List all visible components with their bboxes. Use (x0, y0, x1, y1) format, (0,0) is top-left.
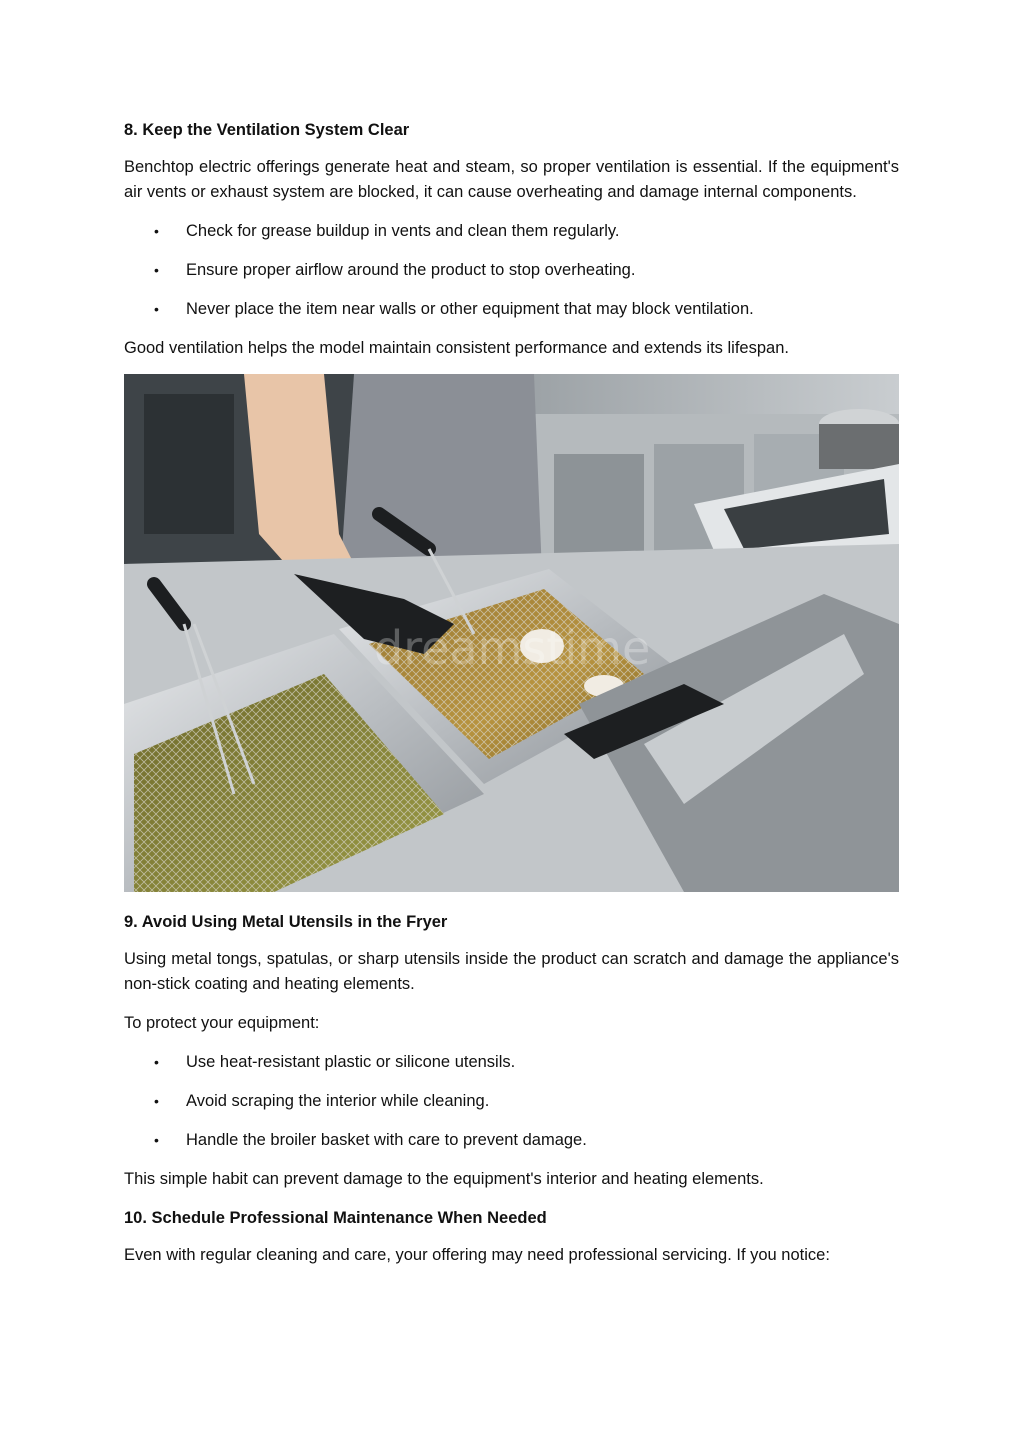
bullet-icon: • (154, 1054, 159, 1070)
section-9-lead: To protect your equipment: (124, 1014, 320, 1032)
section-9-closing: This simple habit can prevent damage to the equipment's interior and heating elements. (124, 1170, 764, 1188)
section-9-list (124, 1050, 899, 1153)
section-10-intro: Even with regular cleaning and care, your offering may need professional servicing. If you notice: (124, 1246, 830, 1264)
bullet-icon: • (154, 1132, 159, 1148)
section-8-heading: 8. Keep the Ventilation System Clear (124, 121, 410, 139)
list-item: • Never place the item near walls or other equipment that may block ventilation. (124, 297, 899, 322)
list-item: • Avoid scraping the interior while cleaning. (124, 1089, 899, 1114)
list-item: • Check for grease buildup in vents and clean them regularly. (124, 219, 899, 244)
section-8-closing: Good ventilation helps the model maintain consistent performance and extends its lifespan. (124, 339, 789, 357)
document-page (124, 118, 899, 1268)
section-10-heading: 10. Schedule Professional Maintenance When Needed (124, 1209, 547, 1227)
list-item: • Use heat-resistant plastic or silicone utensils. (124, 1050, 899, 1075)
bullet-icon: • (154, 1093, 159, 1109)
bullet-icon: • (154, 301, 159, 317)
section-9-heading: 9. Avoid Using Metal Utensils in the Fryer (124, 913, 448, 931)
section-9-intro: Using metal tongs, spatulas, or sharp utensils inside the product can scratch and damage the appliance's non-stick coating and heating elements. (124, 950, 899, 993)
bullet-icon: • (154, 262, 159, 278)
bullet-icon: • (154, 223, 159, 239)
section-8-list (124, 219, 899, 322)
watermark-text: dreamstime (374, 621, 651, 675)
section-8-intro: Benchtop electric offerings generate heat and steam, so proper ventilation is essential. If the equipment's air vents or exhaust system are blocked, it can cause overheating and damage internal components. (124, 158, 899, 201)
list-item: • Ensure proper airflow around the product to stop overheating. (124, 258, 899, 283)
fryer-photo (124, 374, 899, 892)
list-item: • Handle the broiler basket with care to prevent damage. (124, 1128, 899, 1153)
